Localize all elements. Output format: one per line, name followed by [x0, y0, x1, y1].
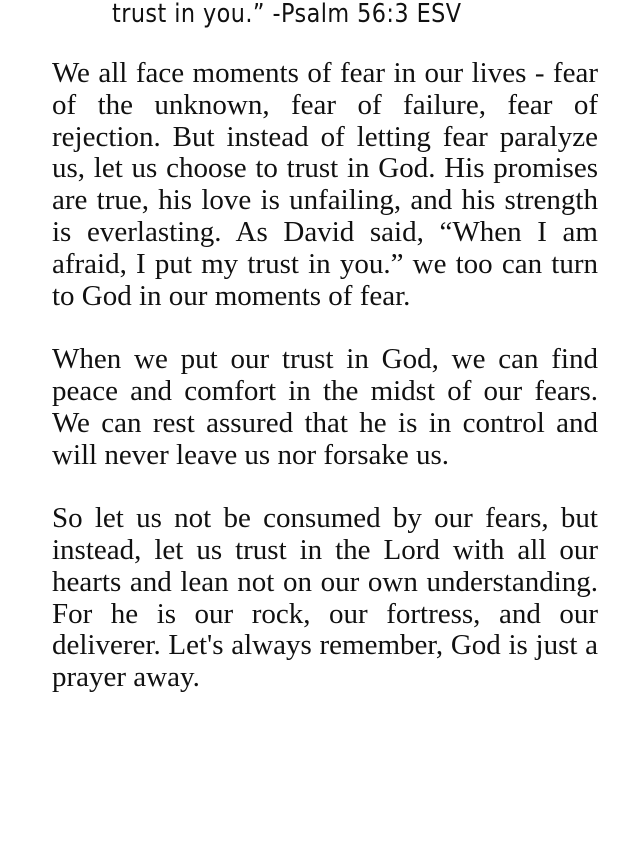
paragraph-closing: So let us not be consumed by our fears, but instead, let us trust in the Lord with all our hearts and lean not on our own understanding. For he is our rock, our fortress, and our deliverer. Let's always remember, God is just a prayer away. [52, 502, 598, 694]
verse-reference: trust in you.” -Psalm 56:3 ESV [112, 0, 462, 29]
devotional-body [52, 58, 598, 694]
paragraph-fear: We all face moments of fear in our lives - fear of the unknown, fear of failure, fear of rejection. But instead of letting fear paralyze us, let us choose to trust in God. His promises are true, his love is unfailing, and his strength is everlasting. As David said, “When I am afraid, I put my trust in you.” we too can turn to God in our moments of fear. [52, 57, 598, 312]
paragraph-trust: When we put our trust in God, we can find peace and comfort in the midst of our fears. We can rest assured that he is in control and will never leave us nor forsake us. [52, 343, 598, 471]
